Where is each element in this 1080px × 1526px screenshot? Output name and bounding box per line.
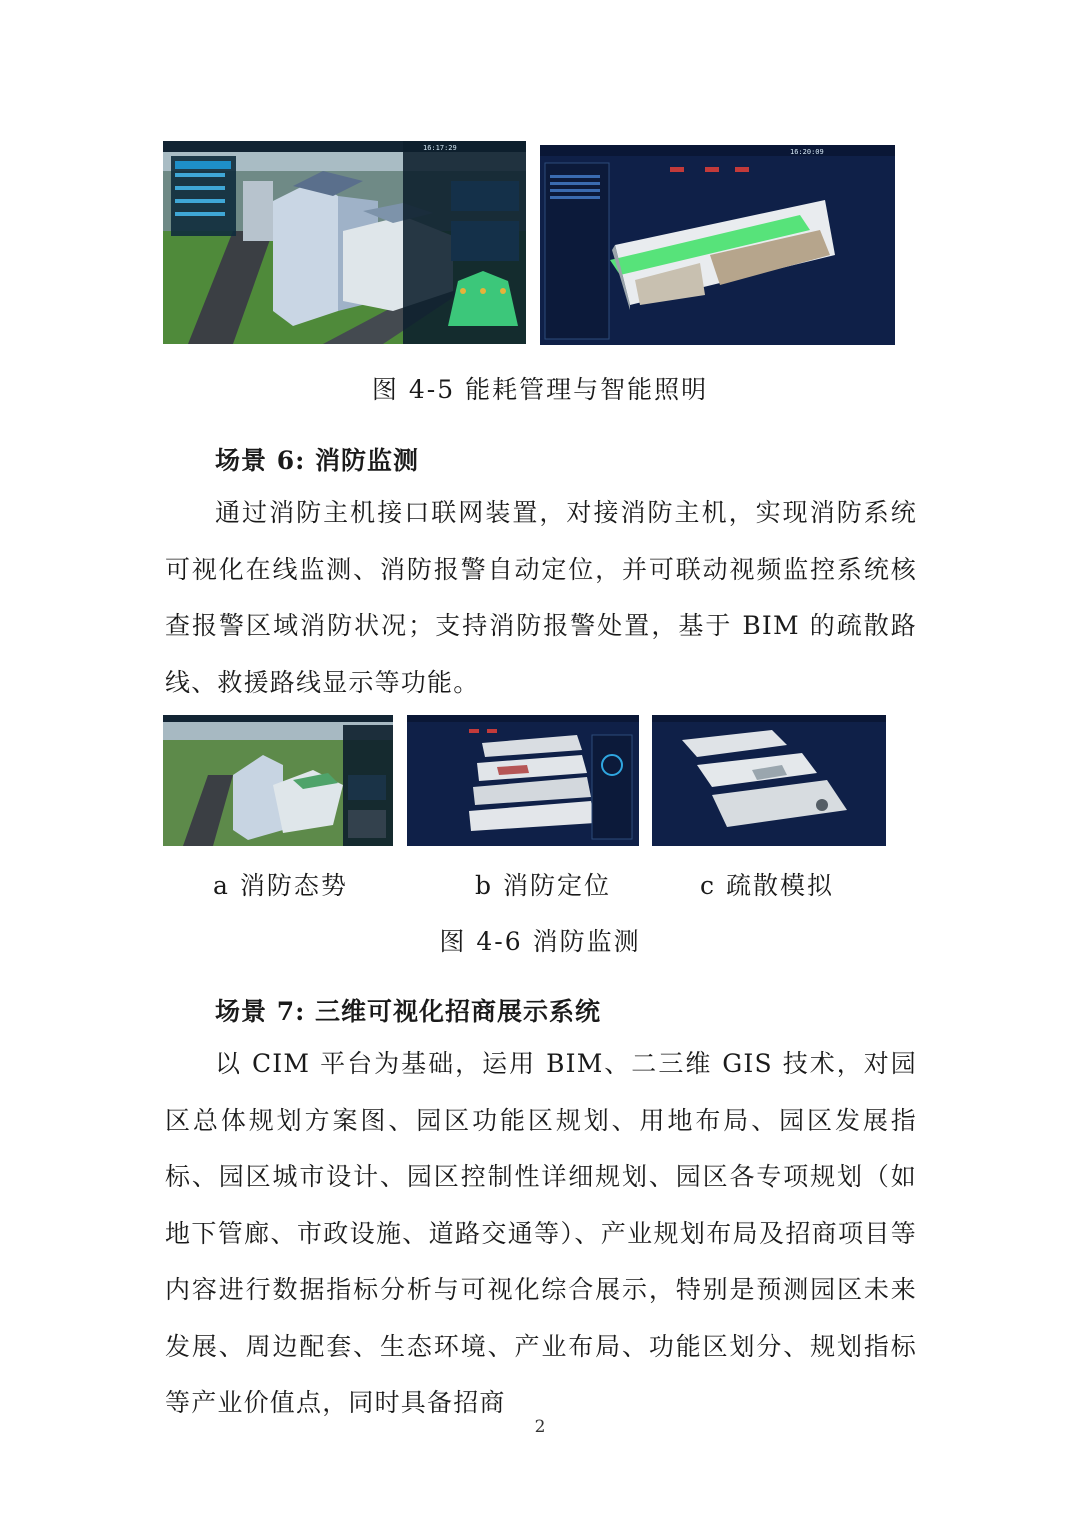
page-number: 2 [534,1417,546,1437]
subcaption-b: b 消防定位 [475,871,611,900]
scene6-heading: 场景 6: 消防监测 [215,446,420,475]
smart-lighting-screenshot [540,145,895,345]
figure-4-5-caption: 图 4-5 能耗管理与智能照明 [371,375,709,404]
scene7-heading: 场景 7: 三维可视化招商展示系统 [215,997,602,1026]
evacuation-sim-screenshot [652,715,886,846]
lighting-clock: 16:20:09 [790,148,824,156]
energy-management-screenshot [163,141,526,344]
fire-location-screenshot [407,715,639,846]
energy-clock: 16:17:29 [423,144,457,152]
figure-4-6-caption: 图 4-6 消防监测 [439,927,641,956]
scene7-body: 以 CIM 平台为基础，运用 BIM、二三维 GIS 技术，对园区总体规划方案图、园区功能区规划、用地布局、园区发展指标、园区城市设计、园区控制性详细规划、园区各专项规划（如地下管廊、市政设施、道路交通等）、产业规划布局及招商项目等内容进行数据指标分析与可视化综合展示，特别是预测园区未来发展、周边配套、生态环境、产业布局、功能区划分、规划指标等产业价值点，同时具备招商 [165,1049,917,1417]
scene6-body: 通过消防主机接口联网装置，对接消防主机，实现消防系统可视化在线监测、消防报警自动定位，并可联动视频监控系统核查报警区域消防状况；支持消防报警处置，基于 BIM 的疏散路线、救援路线显示等功能。 [165,498,917,697]
subcaption-a: a 消防态势 [213,871,348,900]
subcaption-c: c 疏散模拟 [700,871,834,900]
fire-situation-screenshot [163,715,393,846]
